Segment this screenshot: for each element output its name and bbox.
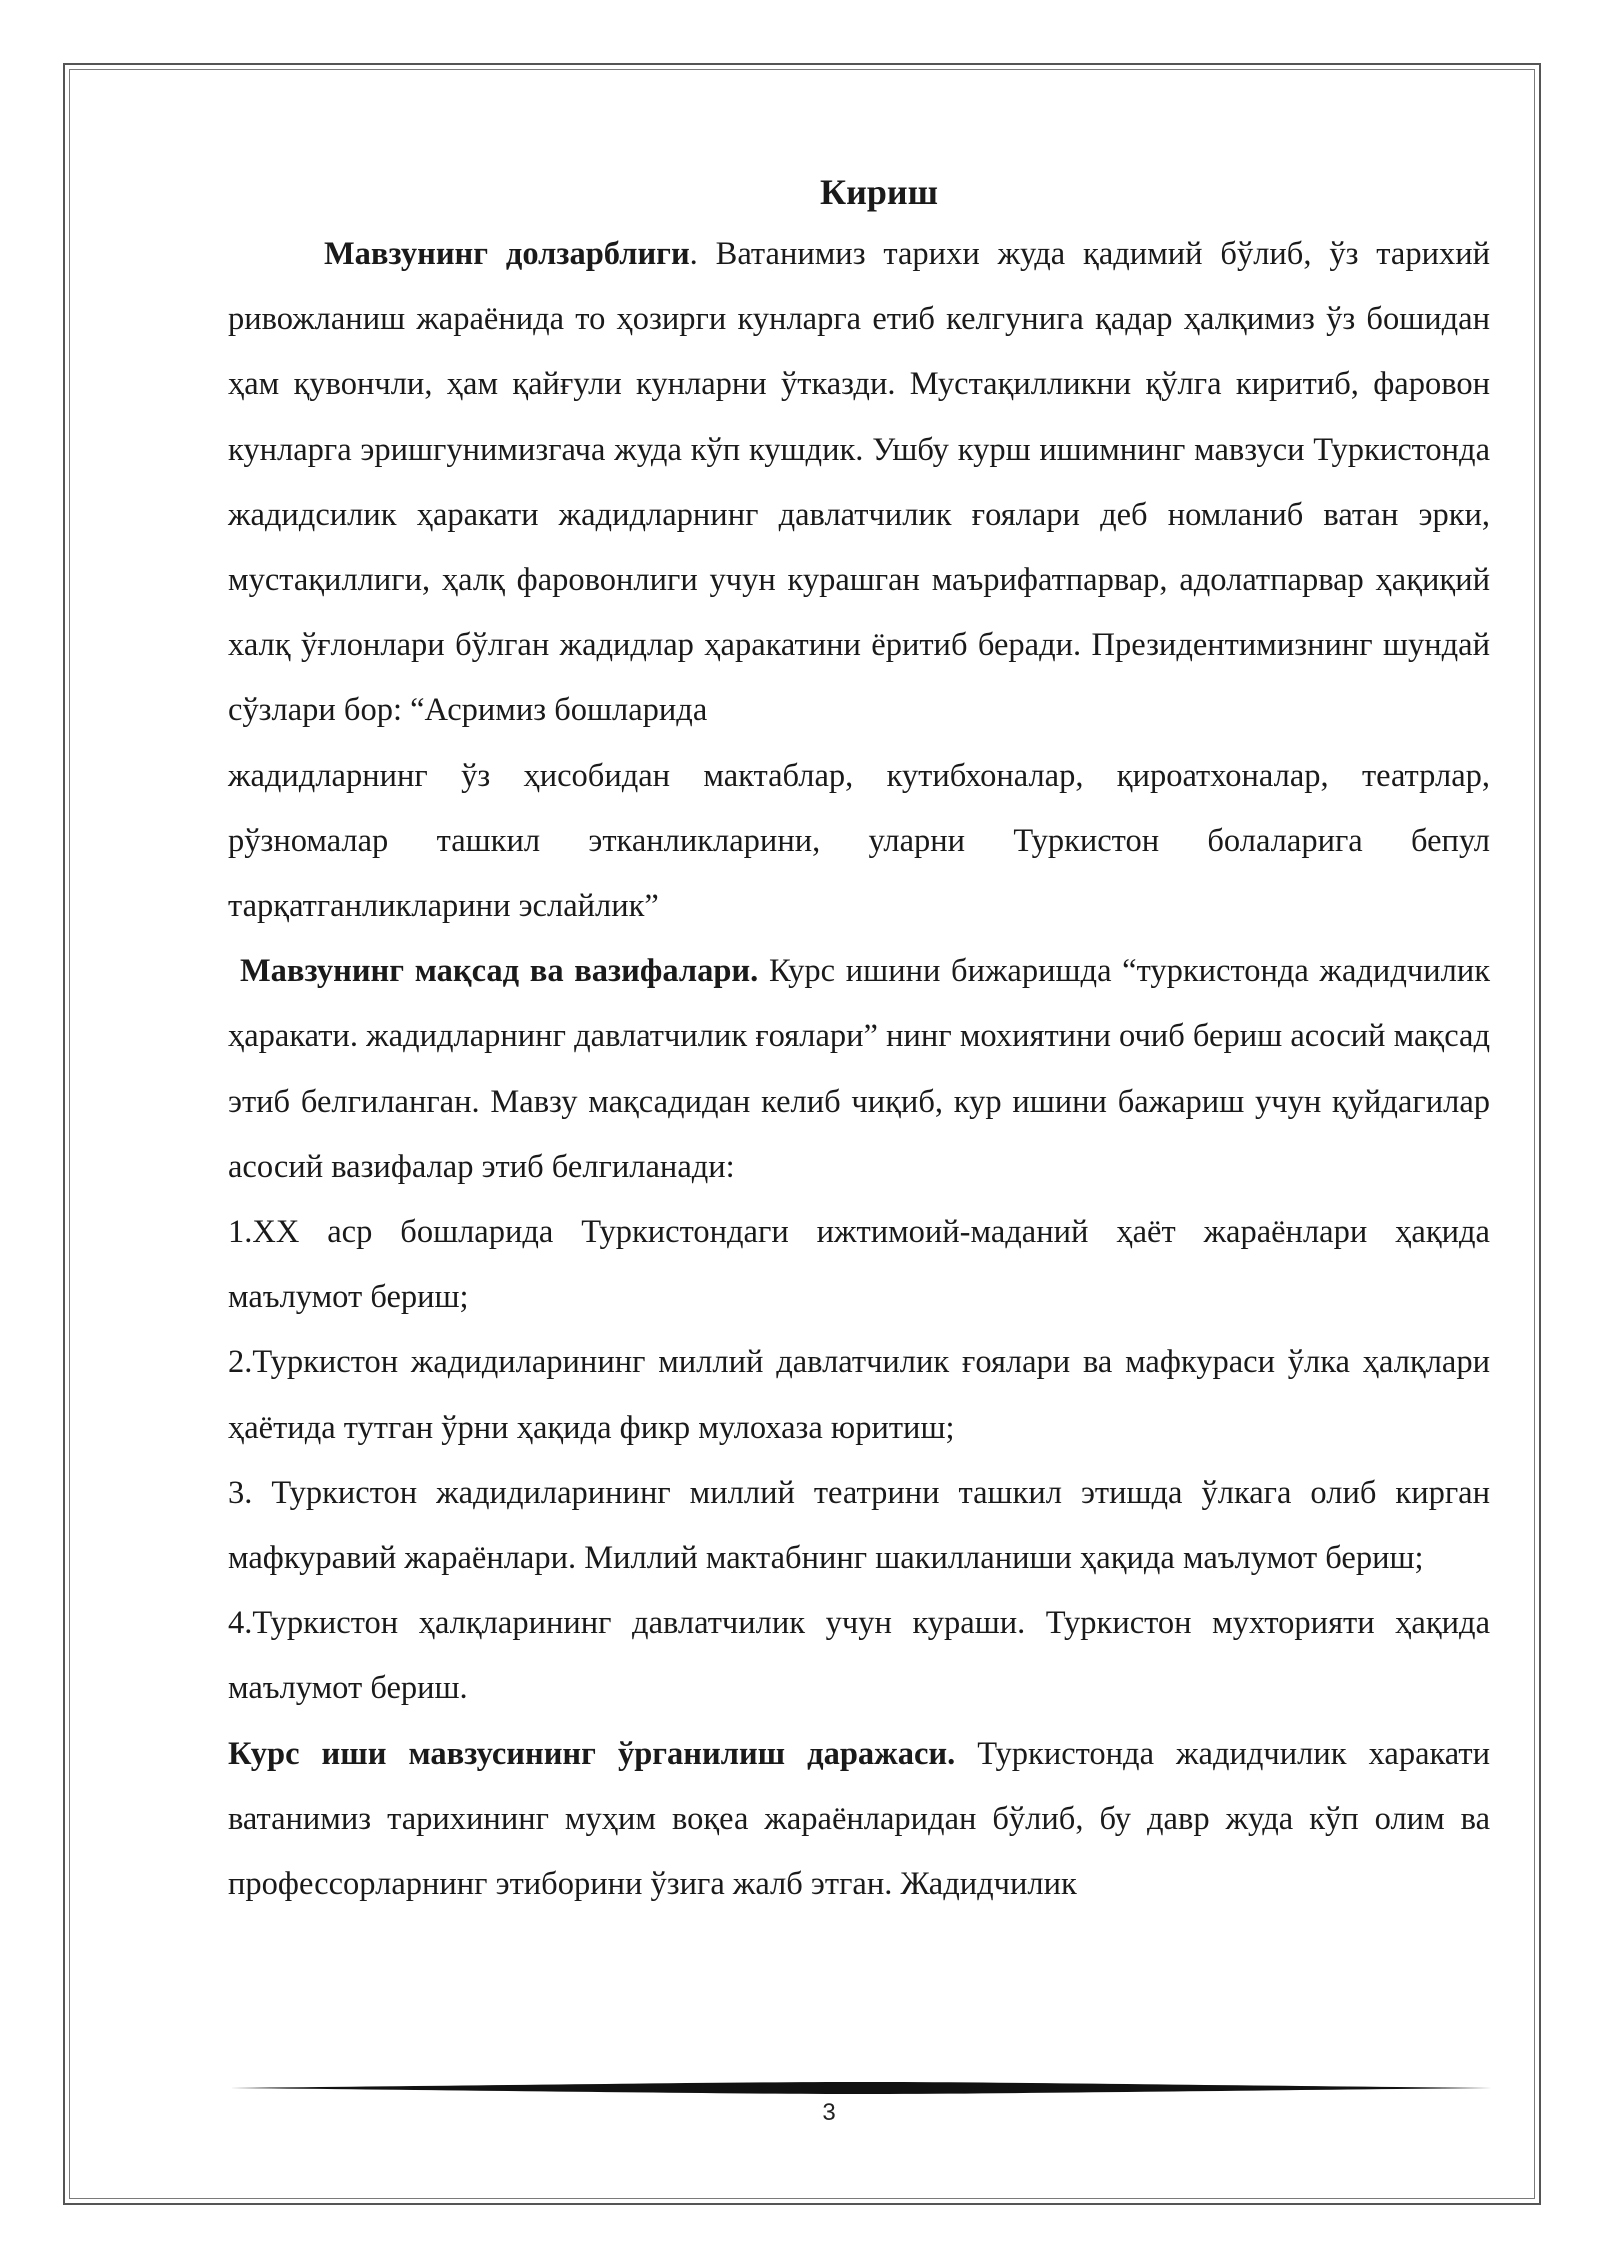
paragraph-text: Туркистонда жадидчилик харакати ватанимиз тарихининг муҳим воқеа жараёнларидан бўлиб, бу давр жуда кўп олим ва профессорларнинг этиборини ўзига жалб этган. Жадидчилик [228, 1735, 1490, 1903]
paragraph-text: Курс ишини бижаришда “туркистонда жадидчилик ҳаракати. жадидларнинг давлатчилик ғоялари” нинг мохиятини очиб бериш асосий мақсад этиб белгиланган. Мавзу мақсадидан келиб чиқиб, кур ишини бажариш учун қуйдагилар асосий вазифалар этиб белгиланади: [228, 953, 1490, 1185]
list-item: 1.XX аср бошларида Туркистондаги ижтимоий-маданий ҳаёт жараёнлари ҳақида маълумот бериш; [228, 1214, 1490, 1316]
paragraph-quote: жадидларнинг ўз ҳисобидан мактаблар, кутибхоналар, қироатхоналар, театрлар, рўзномалар ташкил этканликларини, уларни Туркистон болаларига бепул тарқатганликларини эслайлик” [228, 757, 1490, 925]
footer-divider [230, 2081, 1492, 2095]
list-item: 2.Туркистон жадидиларининг миллий давлатчилик ғоялари ва мафкураси ўлка ҳалқлари ҳаётида тутган ўрни ҳақида фикр мулохаза юритиш; [228, 1344, 1490, 1446]
paragraph-heading: Мавзунинг долзарблиги [324, 236, 690, 272]
document-body [228, 162, 1490, 1917]
paragraph-relevance [228, 222, 1490, 744]
section-title: Кириш [819, 172, 938, 212]
paragraph-heading: Мавзунинг мақсад ва вазифалари. [240, 953, 759, 990]
list-item: 4.Туркистон ҳалқларининг давлатчилик учун кураши. Туркистон мухторияти ҳақида маълумот бериш. [228, 1605, 1490, 1707]
paragraph-text: . Ватанимиз тарихи жуда қадимий бўлиб, ўз тарихий ривожланиш жараёнида то ҳозирги кунларга етиб келгунига қадар ҳалқимиз ўз бошидан ҳам қувончли, ҳам қайғули кунларни ўтказди. Мустақилликни қўлга киритиб, фаровон кунларга эришгунимизгача жуда кўп кушдик. Ушбу курш ишимнинг мавзуси Туркистонда жадидсилик ҳаракати жадидларнинг давлатчилик ғоялари деб номланиб ватан эрки, мустақиллиги, ҳалқ фаровонлиги учун курашган маърифатпарвар, адолатпарвар ҳақиқий халқ ўғлонлари бўлган жадидлар ҳаракатини ёритиб беради. Президентимизнинг шундай сўзлари бор: “Асримиз бошларида [228, 236, 1490, 729]
page-number: 3 [822, 2099, 836, 2126]
paragraph-goals [228, 939, 1490, 1200]
paragraph-heading: Курс иши мавзусининг ўрганилиш даражаси. [228, 1735, 956, 1772]
paragraph-study-level [228, 1722, 1490, 1918]
list-item: 3. Туркистон жадидиларининг миллий театрини ташкил этишда ўлкага олиб кирган мафкуравий жараёнлари. Миллий мактабнинг шакилланиши ҳақида маълумот бериш; [228, 1474, 1490, 1577]
